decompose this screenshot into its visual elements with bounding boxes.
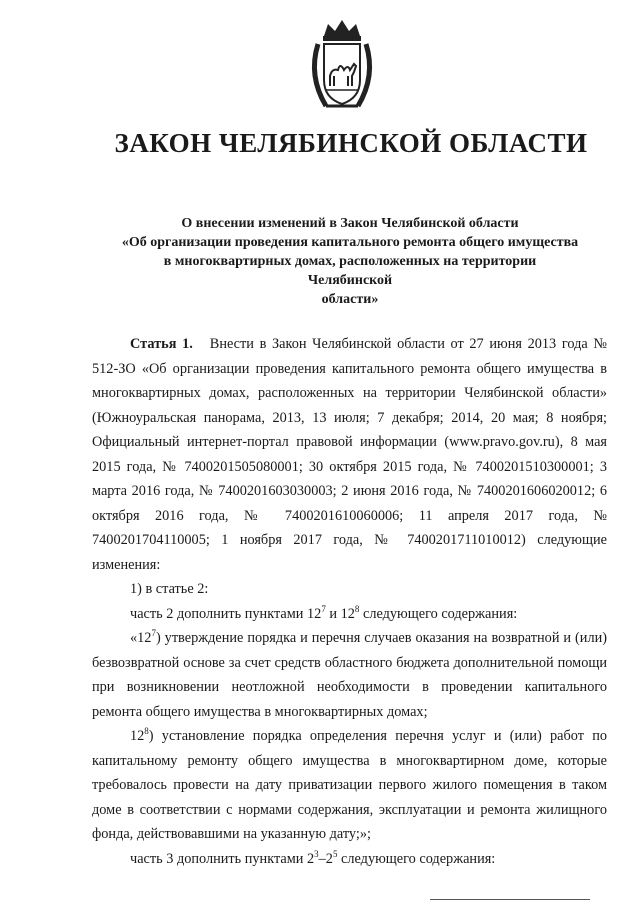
law-body bbox=[92, 332, 607, 871]
subtitle-line: О внесении изменений в Закон Челябинской области bbox=[181, 216, 519, 231]
part-2-instruction: часть 2 дополнить пунктами $12^7$ и $12^8$ следующего содержания: bbox=[130, 603, 518, 622]
subtitle-line: в многоквартирных домах, расположенных на территории Челябинской bbox=[163, 254, 537, 288]
subtitle-line: области» bbox=[321, 292, 379, 307]
footer-divider bbox=[430, 899, 590, 900]
part-3-instruction: часть 3 дополнить пунктами $2^3-2^5$ следующего содержания: bbox=[130, 848, 496, 867]
item-1: 1) в статье 2: bbox=[130, 581, 209, 597]
subtitle-line: «Об организации проведения капитального ремонта общего имущества bbox=[121, 235, 579, 250]
article-intro: Внести в Закон Челябинской области от 27 июня 2013 года № 512-ЗО «Об организации проведения капитального ремонта общего имущества в многоквартирных домах, расположенных на территории Челябинской области» (Южноуральская панорама, 2013, 13 июля; 7 декабря; 2014, 20 мая; 8 ноября; Официальный интернет-портал правовой информации (www.pravo.gov.ru), 8 мая 2015 года, № 7400201505080001; 30 октября 2015 года, № 7400201510300001; 3 марта 2016 года, № 7400201603030003; 2 июня 2016 года, № 7400201606020012; 6 октября 2016 года, № 7400201610060006; 11 апреля 2017 года, № 7400201704110005; 1 ноября 2017 года, № 7400201711010012) следующие изменения: bbox=[92, 336, 607, 573]
law-subtitle bbox=[120, 214, 580, 309]
article-paragraph bbox=[92, 332, 607, 577]
chelyabinsk-coat-of-arms-icon bbox=[304, 14, 380, 118]
law-title: ЗАКОН ЧЕЛЯБИНСКОЙ ОБЛАСТИ bbox=[114, 128, 588, 158]
point-12-8: $12^8$) установление порядка определения перечня услуг и (или) работ по капитальному ремонту общего имущества в многоквартирном доме, которые требовалось провести на дату приватизации первого жилого помещения в таком доме в соответствии с нормами содержания, эксплуатации и ремонта жилищного фонда, действовавшими на указанную дату;»; bbox=[92, 726, 607, 842]
point-12-7: «$12^7$) утверждение порядка и перечня случаев оказания на возвратной и (или) безвозвратной основе за счет средств областного бюджета дополнительной помощи при возникновении неотложной необходимости в проведении капитального ремонта общего имущества в многоквартирных домах; bbox=[92, 628, 607, 720]
article-label: Статья 1. bbox=[130, 336, 193, 352]
